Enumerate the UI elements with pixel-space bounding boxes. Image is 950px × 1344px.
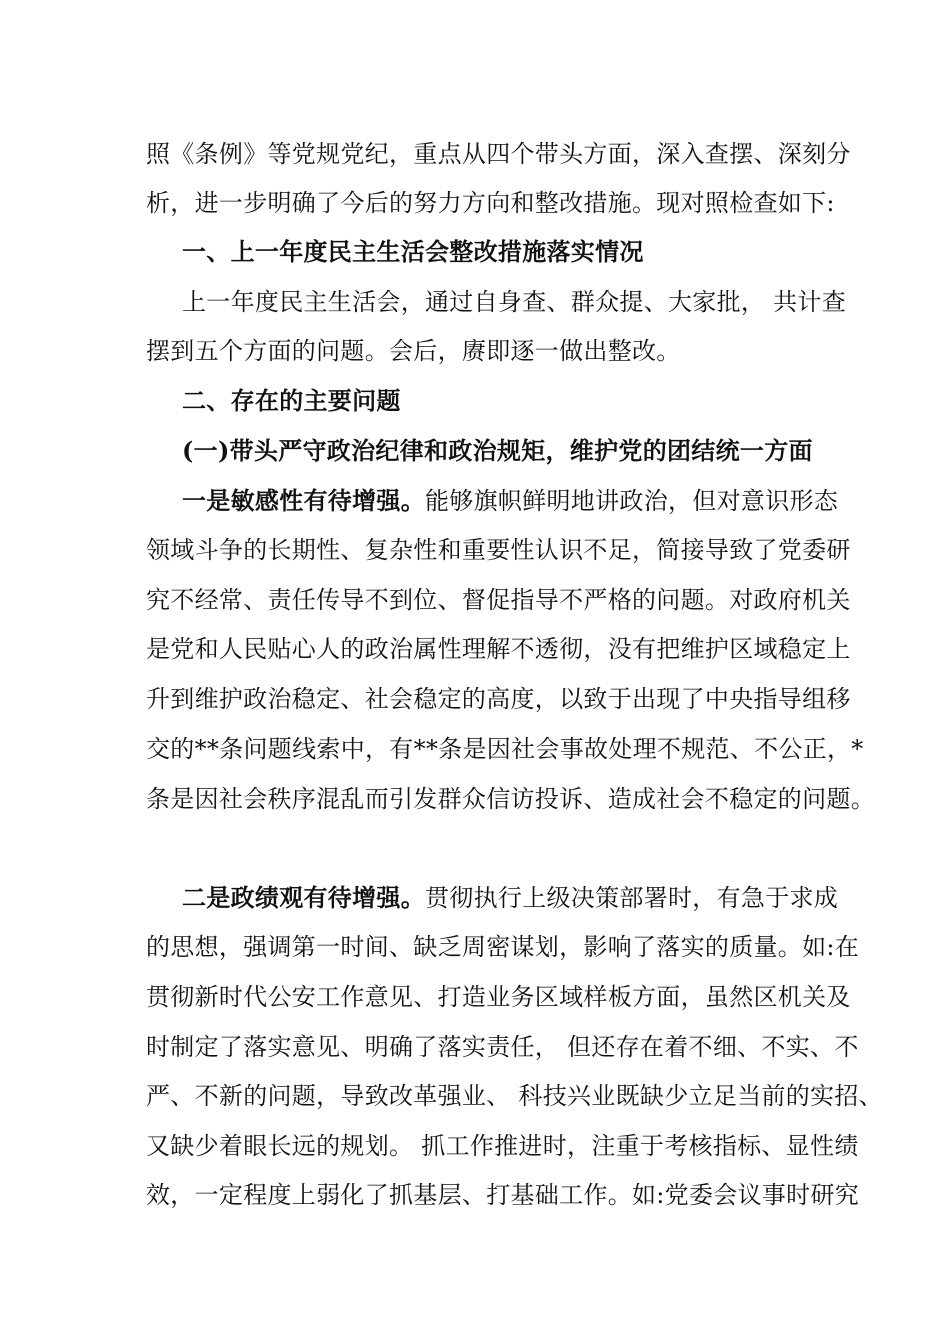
- paragraph-line: [182, 486, 838, 516]
- paragraph-line: 摆到五个方面的问题。会后，赓即逐一做出整改。: [146, 337, 681, 365]
- section-heading: 二、存在的主要问题: [182, 386, 401, 415]
- paragraph-line: 照《条例》等党规党纪，重点从四个带头方面，深入查摆、深刻分: [146, 140, 851, 168]
- subsection-heading: (一)带头严守政治纪律和政治规矩，维护党的团结统一方面: [182, 436, 813, 465]
- paragraph-line: 贯彻新时代公安工作意见、打造业务区域样板方面，虽然区机关及: [146, 983, 851, 1011]
- point-title: 一是敏感性有待增强。: [182, 486, 425, 515]
- paragraph-line: 效，一定程度上弱化了抓基层、打基础工作。如:党委会议事时研究: [146, 1181, 860, 1209]
- paragraph-line: [182, 883, 838, 913]
- point-text: 能够旗帜鲜明地讲政治，但对意识形态: [425, 487, 839, 515]
- paragraph-line: 交的**条问题线索中，有**条是因社会事故处理不规范、不公正，*: [146, 735, 864, 763]
- paragraph-line: 条是因社会秩序混乱而引发群众信访投诉、造成社会不稳定的问题。: [146, 785, 875, 813]
- paragraph-line: 时制定了落实意见、明确了落实责任， 但还存在着不细、不实、不: [146, 1033, 859, 1061]
- paragraph-line: 升到维护政治稳定、社会稳定的高度，以致于出现了中央指导组移: [146, 685, 851, 713]
- paragraph-line: 究不经常、责任传导不到位、督促指导不严格的问题。对政府机关: [146, 586, 851, 614]
- paragraph-line: 上一年度民主生活会，通过自身查、群众提、大家批， 共计查: [182, 288, 847, 316]
- point-title: 二是政绩观有待增强。: [182, 883, 425, 912]
- paragraph-line: 严、不新的问题，导致改革强业、 科技兴业既缺少立足当前的实招、: [146, 1082, 883, 1110]
- section-heading: 一、上一年度民主生活会整改措施落实情况: [182, 237, 644, 266]
- paragraph-line: 析，进一步明确了今后的努力方向和整改措施。现对照检查如下:: [146, 189, 835, 217]
- paragraph-line: 又缺少着眼长远的规划。 抓工作推进时，注重于考核指标、显性绩: [146, 1132, 859, 1160]
- paragraph-line: 是党和人民贴心人的政治属性理解不透彻，没有把维护区域稳定上: [146, 635, 851, 663]
- point-text: 贯彻执行上级决策部署时，有急于求成: [425, 884, 839, 912]
- paragraph-line: 的思想，强调第一时间、缺乏周密谋划，影响了落实的质量。如:在: [146, 933, 860, 961]
- paragraph-line: 领域斗争的长期性、复杂性和重要性认识不足，简接导致了党委研: [146, 536, 851, 564]
